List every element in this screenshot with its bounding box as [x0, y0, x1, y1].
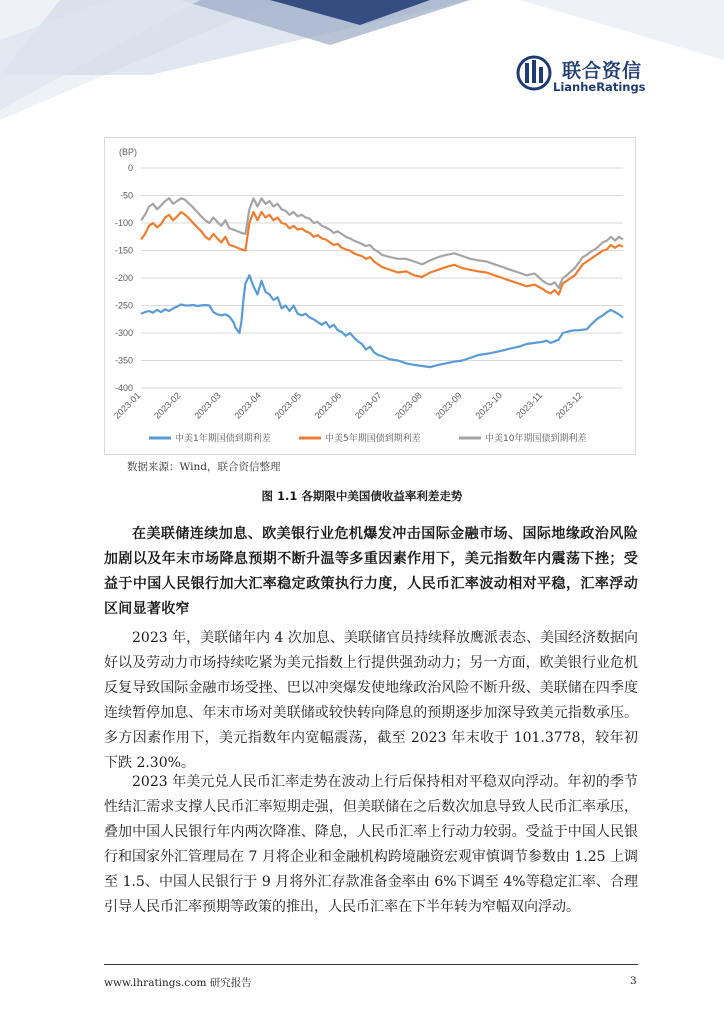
- y-tick-label: -150: [114, 245, 133, 256]
- logo-english-name: LianheRatings: [553, 80, 646, 94]
- y-tick-label: -400: [114, 383, 133, 393]
- bold-summary-paragraph: [104, 522, 638, 622]
- y-tick-label: -200: [114, 273, 133, 283]
- x-tick-label: 2023-11: [514, 390, 545, 421]
- y-tick-label: -250: [114, 300, 133, 311]
- logo-chinese-name: 联合资信: [562, 60, 643, 82]
- legend-label-3: 中美10年期国债到期利差: [485, 434, 587, 444]
- y-tick-label: -300: [114, 328, 133, 338]
- source-note: 数据来源：Wind，联合资信整理: [127, 461, 281, 473]
- x-tick-label: 2023-03: [192, 390, 223, 421]
- legend-label-2: 中美5年期国债到期利差: [325, 434, 421, 444]
- paragraph-text-2: 2023 年美元兑人民币汇率走势在波动上行后保持相对平稳双向浮动。年初的季节性结汇需求支撑人民币汇率短期走强，但美联储在之后数次加息导致人民币汇率承压，叠加中国人民银行年内两次降准、降息，人民币汇率上行动力较弱。受益于中国人民银行和国家外汇管理局在 7 月将企业和金融机构跨境融资宏观审慎调节参数由 1.25 上调至 1.5、中国人民银行于 9 月将外汇存款准备金率由 6%下调至 4%等稳定汇率、合理引导人民币汇率预期等政策的推出，人民币汇率在下半年转为窄幅双向浮动。: [104, 774, 638, 915]
- body-paragraph-1: [104, 626, 638, 776]
- x-tick-label: 2023-12: [553, 390, 585, 421]
- x-tick-label: 2023-07: [352, 390, 384, 421]
- paragraph-text-1: 2023 年，美联储年内 4 次加息、美联储官员持续释放鹰派表态、美国经济数据向好以及劳动力市场持续吃紧为美元指数上行提供强劲动力；另一方面，欧美银行业危机反复导致国际金融市场受挫、巴以冲突爆发使地缘政治风险不断升级、美联储在四季度连续暂停加息、年末市场对美联储或较快转向降息的预期逐步加深导致美元指数承压。多方因素作用下，美元指数年内宽幅震荡，截至 2023 年末收于 101.3778，较年初下跌 2.30%。: [104, 630, 638, 771]
- x-tick-label: 2023-06: [312, 390, 344, 421]
- body-paragraph-2: [104, 770, 638, 920]
- x-tick-label: 2023-08: [393, 390, 424, 421]
- series-line-2: [141, 212, 623, 295]
- x-tick-label: 2023-01: [111, 390, 143, 421]
- series-line-1: [141, 275, 623, 367]
- figure-caption: 图 1.1 各期限中美国债收益率利差走势: [261, 489, 463, 503]
- legend-label-1: 中美1年期国债到期利差: [175, 434, 271, 444]
- y-tick-label: -50: [119, 190, 133, 201]
- y-tick-label: 0: [127, 163, 133, 173]
- y-axis-unit-label: (BP): [119, 147, 137, 157]
- x-tick-label: 2023-09: [433, 390, 464, 421]
- y-tick-label: -100: [114, 218, 133, 228]
- footer-divider: [104, 964, 638, 965]
- y-tick-label: -350: [114, 355, 133, 366]
- page-number: 3: [630, 975, 637, 987]
- series-line-3: [141, 198, 623, 288]
- footer-website: www.lhratings.com 研究报告: [104, 977, 252, 989]
- x-tick-label: 2023-04: [232, 390, 263, 421]
- line-chart-svg: [105, 138, 635, 454]
- spread-chart: [104, 137, 636, 455]
- x-tick-label: 2023-10: [473, 390, 504, 421]
- x-tick-label: 2023-05: [272, 390, 304, 421]
- summary-text: 在美联储连续加息、欧美银行业危机爆发冲击国际金融市场、国际地缘政治风险加剧以及年末市场降息预期不断升温等多重因素作用下，美元指数年内震荡下挫；受益于中国人民银行加大汇率稳定政策执行力度，人民币汇率波动相对平稳，汇率浮动区间显著收窄: [104, 526, 638, 617]
- x-tick-label: 2023-02: [152, 390, 183, 421]
